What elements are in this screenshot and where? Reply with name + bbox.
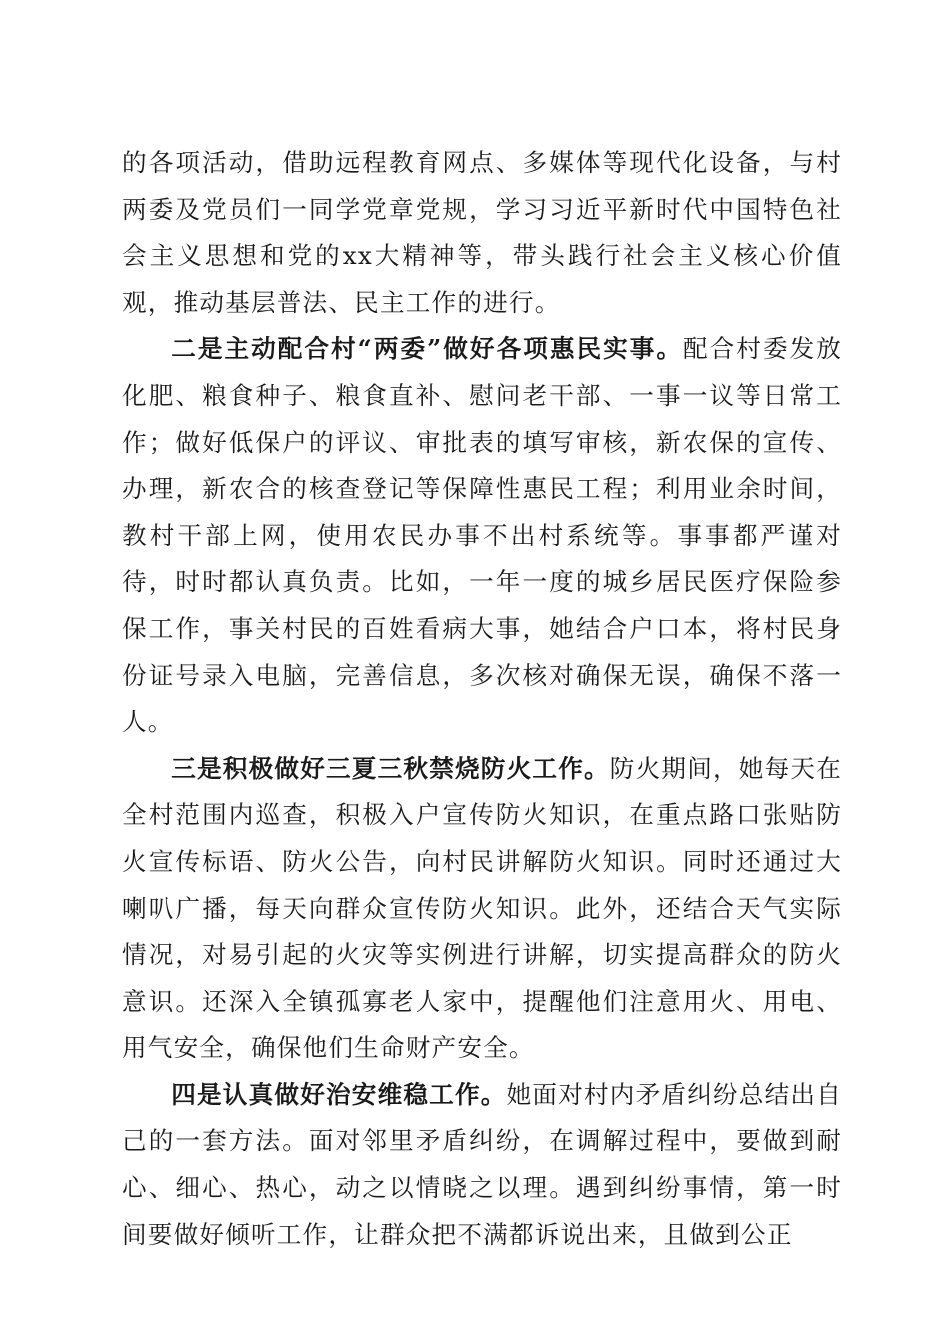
paragraph-benefits	[122, 326, 842, 745]
document-body	[122, 140, 842, 1258]
paragraph-3-body: 防火期间，她每天在全村范围内巡查，积极入户宣传防火知识，在重点路口张贴防火宣传标语、防火公告，向村民讲解防火知识。同时还通过大喇叭广播，每天向群众宣传防火知识。此外，还结合天气实际情况，对易引起的火灾等实例进行讲解，切实提高群众的防火意识。还深入全镇孤寡老人家中，提醒他们注意用火、用电、用气安全，确保他们生命财产安全。	[122, 753, 842, 1063]
paragraph-4-heading: 四是认真做好治安维稳工作。	[171, 1079, 507, 1109]
paragraph-3-heading: 三是积极做好三夏三秋禁烧防火工作。	[171, 753, 610, 783]
paragraph-fire-prevention	[122, 746, 842, 1072]
paragraph-2-body: 配合村委发放化肥、粮食种子、粮食直补、慰问老干部、一事一议等日常工作；做好低保户的评议、审批表的填写审核，新农保的宣传、办理，新农合的核查登记等保障性惠民工程；利用业余时间，教村干部上网，使用农民办事不出村系统等。事事都严谨对待，时时都认真负责。比如，一年一度的城乡居民医疗保险参保工作，事关村民的百姓看病大事，她结合户口本，将村民身份证号录入电脑，完善信息，多次核对确保无误，确保不落一人。	[122, 334, 843, 737]
paragraph-public-security	[122, 1072, 842, 1258]
paragraph-4-body: 她面对村内矛盾纠纷总结出自己的一套方法。面对邻里矛盾纠纷，在调解过程中，要做到耐心、细心、热心，动之以情晓之以理。遇到纠纷事情，第一时间要做好倾听工作，让群众把不满都诉说出来，且做到公正	[122, 1079, 842, 1249]
paragraph-continuation	[122, 140, 842, 326]
paragraph-1-body: 的各项活动，借助远程教育网点、多媒体等现代化设备，与村两委及党员们一同学党章党规，学习习近平新时代中国特色社会主义思想和党的xx大精神等，带头践行社会主义核心价值观，推动基层普法、民主工作的进行。	[122, 148, 842, 317]
paragraph-2-heading: 二是主动配合村“两委”做好各项惠民实事。	[171, 334, 684, 364]
